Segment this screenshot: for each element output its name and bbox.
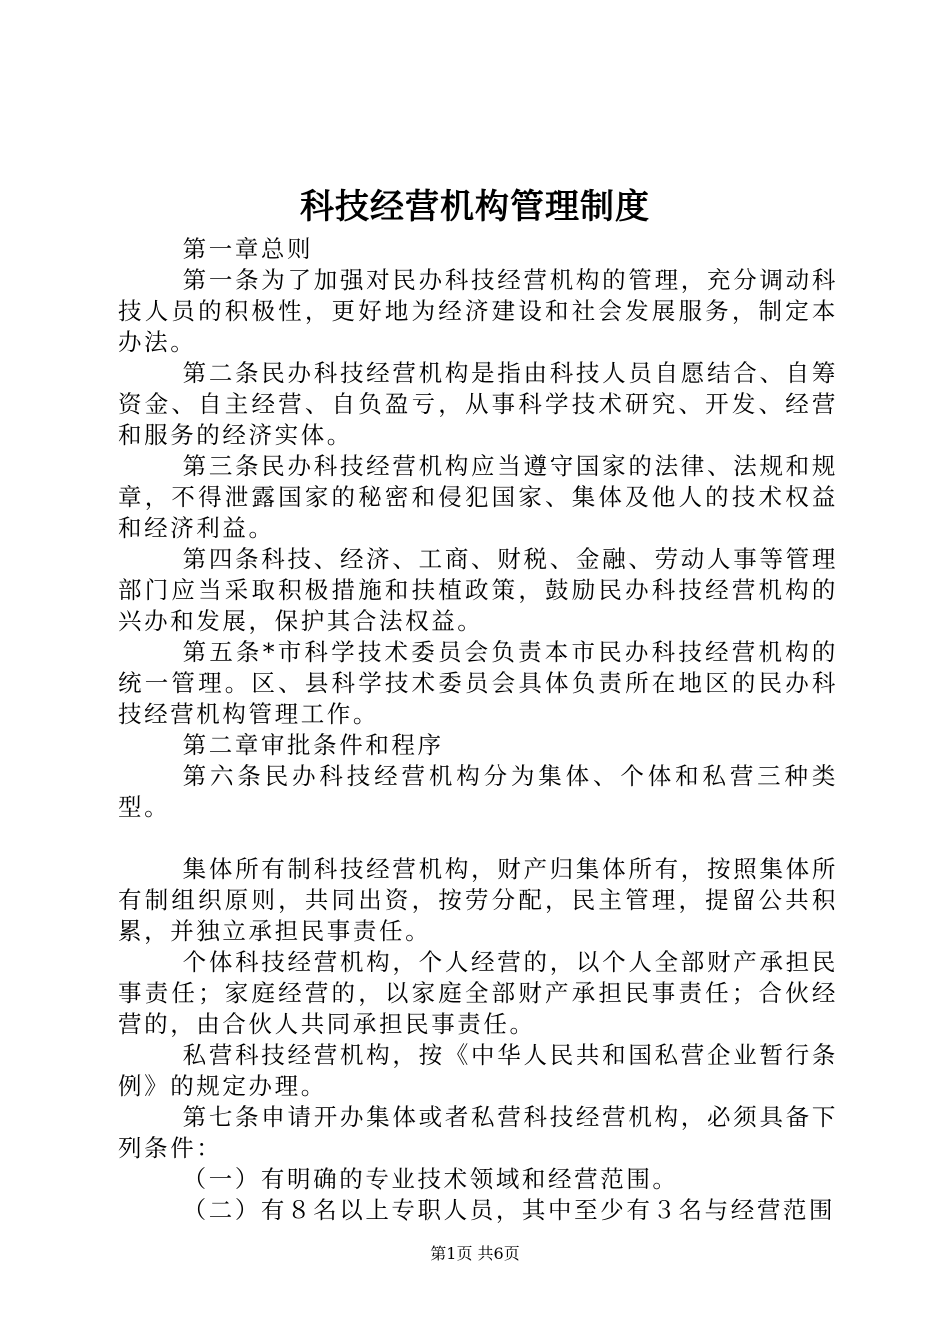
paragraph: 私营科技经营机构，按《中华人民共和国私营企业暂行条例》的规定办理。 bbox=[118, 1041, 838, 1100]
paragraph: 个体科技经营机构，个人经营的，以个人全部财产承担民事责任；家庭经营的，以家庭全部财产承担民事责任；合伙经营的，由合伙人共同承担民事责任。 bbox=[118, 948, 838, 1038]
chapter-heading: 第二章审批条件和程序 bbox=[182, 731, 444, 759]
list-item: （一）有明确的专业技术领域和经营范围。 bbox=[182, 1165, 679, 1193]
paragraph: 第五条*市科学技术委员会负责本市民办科技经营机构的统一管理。区、县科学技术委员会具体负责所在地区的民办科技经营机构管理工作。 bbox=[118, 638, 838, 728]
list-item: （二）有８名以上专职人员，其中至少有３名与经营范围 bbox=[182, 1196, 836, 1224]
paragraph: 第七条申请开办集体或者私营科技经营机构，必须具备下列条件： bbox=[118, 1103, 838, 1162]
paragraph: 第四条科技、经济、工商、财税、金融、劳动人事等管理部门应当采取积极措施和扶植政策，鼓励民办科技经营机构的兴办和发展，保护其合法权益。 bbox=[118, 545, 838, 635]
document-body bbox=[118, 234, 838, 1226]
paragraph: 集体所有制科技经营机构，财产归集体所有，按照集体所有制组织原则，共同出资，按劳分配，民主管理，提留公共积累，并独立承担民事责任。 bbox=[118, 855, 838, 945]
paragraph: 第二条民办科技经营机构是指由科技人员自愿结合、自筹资金、自主经营、自负盈亏，从事科学技术研究、开发、经营和服务的经济实体。 bbox=[118, 359, 838, 449]
chapter-heading: 第一章总则 bbox=[182, 235, 314, 263]
paragraph: 第六条民办科技经营机构分为集体、个体和私营三种类型。 bbox=[118, 762, 838, 821]
paragraph: 第三条民办科技经营机构应当遵守国家的法律、法规和规章，不得泄露国家的秘密和侵犯国家、集体及他人的技术权益和经济利益。 bbox=[118, 452, 838, 542]
paragraph: 第一条为了加强对民办科技经营机构的管理，充分调动科技人员的积极性，更好地为经济建设和社会发展服务，制定本办法。 bbox=[118, 266, 838, 356]
document-title: 科技经营机构管理制度 bbox=[300, 187, 650, 227]
page-footer: 第1页 共6页 bbox=[430, 1244, 520, 1263]
